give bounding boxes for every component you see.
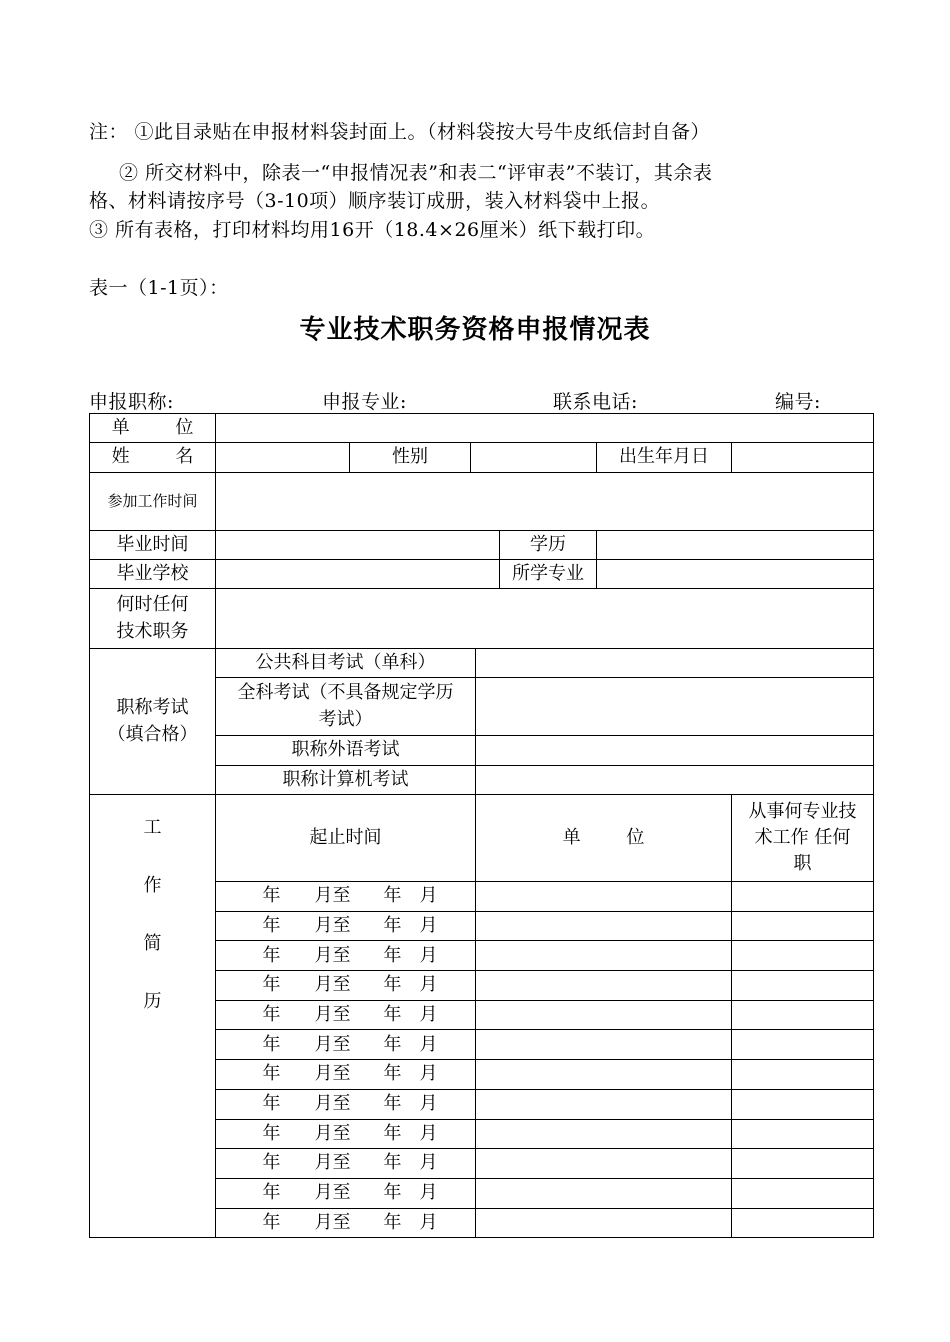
row-grad-time — [90, 531, 874, 560]
label-birth: 出生年月日 — [597, 443, 732, 473]
row-work-start — [90, 473, 874, 531]
page-title: 专业技术职务资格申报情况表 — [299, 315, 651, 345]
resume-unit-cell[interactable] — [476, 1000, 732, 1030]
value-education[interactable] — [597, 531, 874, 560]
row-grad-school — [90, 560, 874, 589]
label-exam-language: 职称外语考试 — [216, 736, 476, 766]
label-major: 所学专业 — [500, 560, 597, 589]
resume-unit-header: 单 位 — [476, 795, 732, 882]
resume-unit-cell[interactable] — [476, 941, 732, 971]
resume-period-cell[interactable]: 年 月至 年 月 — [216, 971, 476, 1001]
resume-period-cell[interactable]: 年 月至 年 月 — [216, 911, 476, 941]
header-number-label: 编号: — [775, 391, 821, 413]
resume-unit-cell[interactable] — [476, 882, 732, 912]
resume-role-header: 从事何专业技 术工作 任何 职 — [732, 795, 874, 882]
resume-period-cell[interactable]: 年 月至 年 月 — [216, 1060, 476, 1090]
resume-role-cell[interactable] — [732, 1149, 874, 1179]
value-exam-computer[interactable] — [476, 766, 874, 795]
label-exam-computer: 职称计算机考试 — [216, 766, 476, 795]
label-unit: 单 位 — [90, 414, 216, 443]
resume-period-cell[interactable]: 年 月至 年 月 — [216, 1089, 476, 1119]
row-unit — [90, 414, 874, 443]
resume-unit-cell[interactable] — [476, 971, 732, 1001]
row-exam-public — [90, 649, 874, 678]
label-exam-full: 全科考试（不具备规定学历 考试） — [216, 678, 476, 736]
value-exam-full[interactable] — [476, 678, 874, 736]
value-gender[interactable] — [471, 443, 597, 473]
label-exam: 职称考试 （填合格） — [90, 649, 216, 795]
resume-period-cell[interactable]: 年 月至 年 月 — [216, 1149, 476, 1179]
resume-unit-cell[interactable] — [476, 1030, 732, 1060]
label-work-start: 参加工作时间 — [90, 473, 216, 531]
resume-role-cell[interactable] — [732, 911, 874, 941]
label-grad-school: 毕业学校 — [90, 560, 216, 589]
label-exam-public: 公共科目考试（单科） — [216, 649, 476, 678]
resume-period-cell[interactable]: 年 月至 年 月 — [216, 882, 476, 912]
application-form-table — [89, 413, 874, 1238]
resume-role-cell[interactable] — [732, 1208, 874, 1238]
label-grad-time: 毕业时间 — [90, 531, 216, 560]
value-exam-public[interactable] — [476, 649, 874, 678]
resume-role-cell[interactable] — [732, 1178, 874, 1208]
header-phone-label: 联系电话: — [553, 391, 638, 413]
row-position — [90, 589, 874, 649]
resume-period-cell[interactable]: 年 月至 年 月 — [216, 1030, 476, 1060]
label-gender: 性别 — [350, 443, 471, 473]
resume-unit-cell[interactable] — [476, 1178, 732, 1208]
resume-role-cell[interactable] — [732, 1089, 874, 1119]
resume-role-cell[interactable] — [732, 1060, 874, 1090]
header-title-label: 申报职称: — [89, 391, 174, 413]
resume-period-cell[interactable]: 年 月至 年 月 — [216, 1208, 476, 1238]
resume-period-cell[interactable]: 年 月至 年 月 — [216, 1178, 476, 1208]
value-name[interactable] — [216, 443, 350, 473]
header-major-label: 申报专业: — [322, 391, 407, 413]
value-unit[interactable] — [216, 414, 874, 443]
label-position: 何时任何 技术职务 — [90, 589, 216, 649]
note-line-4: ③ 所有表格，打印材料均用16开（18.4×26厘米）纸下载打印。 — [89, 219, 656, 241]
resume-role-cell[interactable] — [732, 882, 874, 912]
value-major[interactable] — [597, 560, 874, 589]
row-resume-header — [90, 795, 874, 882]
resume-period-cell[interactable]: 年 月至 年 月 — [216, 1119, 476, 1149]
resume-role-cell[interactable] — [732, 1000, 874, 1030]
value-grad-school[interactable] — [216, 560, 500, 589]
resume-role-cell[interactable] — [732, 1119, 874, 1149]
label-education: 学历 — [500, 531, 597, 560]
row-name — [90, 443, 874, 473]
value-grad-time[interactable] — [216, 531, 500, 560]
label-name: 姓 名 — [90, 443, 216, 473]
resume-unit-cell[interactable] — [476, 1119, 732, 1149]
value-work-start[interactable] — [216, 473, 874, 531]
resume-unit-cell[interactable] — [476, 1208, 732, 1238]
resume-unit-cell[interactable] — [476, 1089, 732, 1119]
resume-period-header: 起止时间 — [216, 795, 476, 882]
resume-period-cell[interactable]: 年 月至 年 月 — [216, 941, 476, 971]
resume-role-cell[interactable] — [732, 1030, 874, 1060]
value-position[interactable] — [216, 589, 874, 649]
note-line-3: 格、材料请按序号（3-10项）顺序装订成册，装入材料袋中上报。 — [89, 190, 661, 212]
label-resume: 工 作 简 历 — [90, 795, 216, 1238]
value-birth[interactable] — [732, 443, 874, 473]
resume-period-cell[interactable]: 年 月至 年 月 — [216, 1000, 476, 1030]
note-line-2: ② 所交材料中，除表一“申报情况表”和表二“评审表”不装订，其余表 — [119, 162, 713, 184]
resume-unit-cell[interactable] — [476, 1149, 732, 1179]
resume-unit-cell[interactable] — [476, 911, 732, 941]
resume-role-cell[interactable] — [732, 941, 874, 971]
resume-unit-cell[interactable] — [476, 1060, 732, 1090]
table-label: 表一（1-1页）： — [89, 277, 229, 299]
resume-role-cell[interactable] — [732, 971, 874, 1001]
value-exam-language[interactable] — [476, 736, 874, 766]
note-line-1: 注： ①此目录贴在申报材料袋封面上。（材料袋按大号牛皮纸信封自备） — [89, 121, 711, 143]
